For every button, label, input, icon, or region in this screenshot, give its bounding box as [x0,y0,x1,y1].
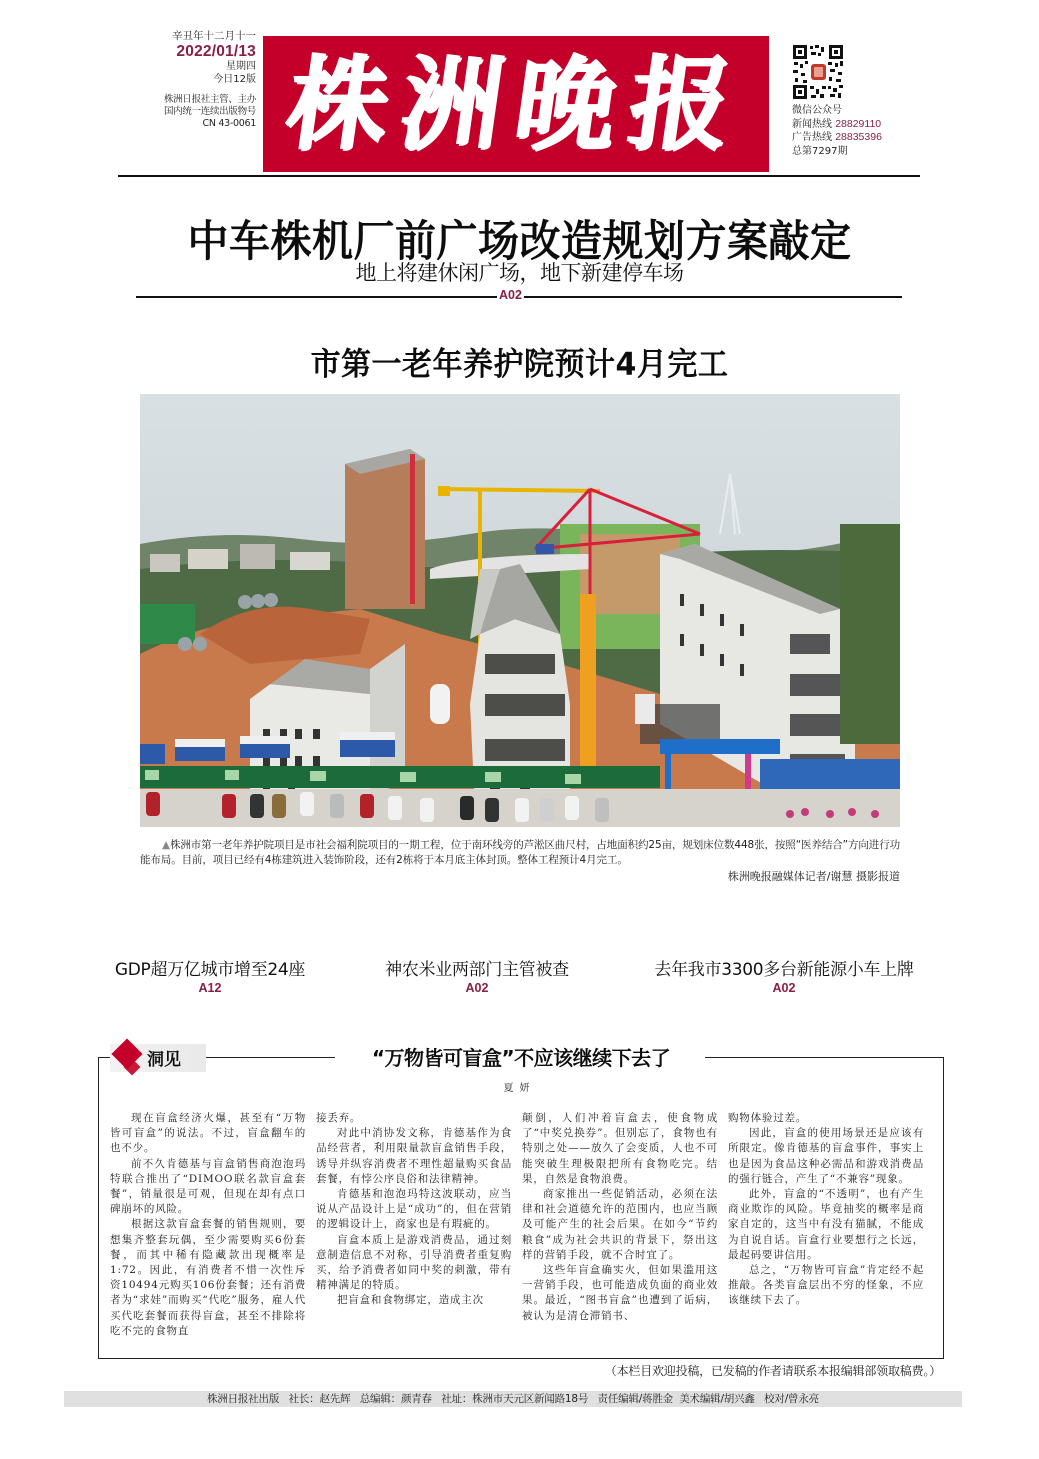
ad-hotline: 广告热线 28835396 [792,131,882,143]
newspaper-logo [263,36,769,172]
issue-date: 2022/01/13 [176,43,256,60]
issue-number: 总第7297期 [792,145,848,157]
cn-number: CN 43-0061 [202,118,256,129]
opinion-author: 夏妍 [503,1083,536,1094]
weekday: 星期四 [226,61,256,72]
submission-note: （本栏目欢迎投稿，已发稿的作者请联系本报编辑部领取稿费。） [604,1364,941,1378]
teaser-item[interactable] [98,955,322,995]
teaser-row [0,955,1039,1005]
teaser-title[interactable]: GDP超万亿城市增至24座 [114,960,306,980]
paragraph: 肯德基和泡泡玛特这波联动，应当说从产品设计上是“成功”的，但在营销的逻辑设计上，商家也是有瑕疵的。 [316,1188,512,1231]
paragraph: 总之，“万物皆可盲盒”肯定经不起推敲。各类盲盒层出不穷的怪象，不应该继续下去了。 [728,1264,924,1307]
construction-site-photo [140,394,900,827]
paragraph: 这些年盲盒确实火，但如果滥用这一营销手段，也可能造成负面的商业效果。最近，“图书盲盒”也遭到了诟病，被认为是清仓滞销书、 [522,1264,718,1322]
paragraph: 接丢弃。 [316,1112,362,1124]
teaser-title[interactable]: 神农米业两部门主管被查 [385,960,569,980]
pages-today: 今日12版 [213,74,256,85]
photo-story-headline[interactable]: 市第一老年养护院预计4月完工 [310,346,729,384]
caption-text: 株洲市第一老年养护院项目是市社会福利院项目的一期工程，位于南环线旁的芦淞区曲尺村，占地面积约25亩，规划床位数448张，按照“医养结合”方向进行功能布局。目前，项目已经有4栋建筑进入装饰阶段，还有2栋将于本月底主体封顶。整体工程预计4月完工。 [140,839,900,866]
masthead-divider [118,175,920,177]
paragraph: 颠倒，人们冲着盲盒去，使食物成了“中奖兑换券”。但别忘了，食物也有特别之处——放久了会变质，人也不可能突破生理极限把所有食物吃完。结果，自然是食物浪费。 [522,1112,718,1185]
triangle-icon: ▲ [162,839,170,851]
masthead-left-info [130,30,256,130]
wechat-label: 微信公众号 [792,105,842,116]
opinion-column-3 [522,1111,718,1324]
teaser-page-ref[interactable]: A12 [198,981,222,995]
column-name: 洞见 [147,1050,181,1070]
news-hotline: 新闻热线 28829110 [792,117,882,130]
lead-page-ref[interactable]: A02 [499,288,522,302]
ad-hotline-number: 28835396 [835,131,882,143]
opinion-column-4 [728,1111,924,1309]
photo-caption [140,838,900,868]
teaser-page-ref[interactable]: A02 [465,981,489,995]
lead-headline[interactable]: 中车株机厂前广场改造规划方案敲定 [187,215,852,267]
publisher-line-2: 国内统一连续出版物号 [163,106,256,117]
lead-subheadline: 地上将建休闲广场，地下新建停车场 [355,261,684,285]
teaser-item[interactable] [636,955,932,995]
paragraph: 此外，盲盒的“不透明”，也有产生商业欺诈的风险。毕竟抽奖的概率是商家自定的，这当中有没有猫腻，不能成为自说自话。盲盒行业要想行之长远，最起码要讲信用。 [728,1188,924,1261]
paragraph: 因此，盲盒的使用场景还是应该有所限定。像肯德基的盲盒事件，事实上也是因为食品这种必需品和游戏消费品的强行链合，产生了“不兼容”现象。 [728,1127,924,1185]
paragraph: 根据这款盲盒套餐的销售规则，要想集齐整套玩偶，至少需要购买6份套餐，而其中稀有隐藏款出现概率是1:72。因此，有消费者不惜一次性斥资10494元购买106份套餐；还有消费者为“求娃”而购买“代吃”服务，雇人代买代吃套餐而获得盲盒，甚至不排除将吃不完的食物直 [110,1218,306,1337]
lunar-date: 辛丑年十二月十一 [172,30,256,42]
paragraph: 盲盒本质上是游戏消费品，通过刻意制造信息不对称，引导消费者重复购买，给予消费者如同中奖的刺激，带有精神满足的特质。 [316,1233,512,1292]
paragraph: 把盲盒和食物绑定，造成主次 [337,1294,484,1307]
paragraph: 购物体验过差。 [728,1112,808,1124]
qr-code-icon[interactable] [792,44,844,100]
masthead-right-info [792,44,912,158]
teaser-item[interactable] [370,955,584,995]
opinion-column-2 [316,1111,512,1309]
paragraph: 现在盲盒经济火爆，甚至有“万物皆可盲盒”的说法。不过，盲盒翻车的也不少。 [110,1112,306,1155]
footer-credits: 株洲日报社出版 社长：赵先辉 总编辑：颜青春 社址：株洲市天元区新闻路18号 责任编辑/蒋胜金 美术编辑/胡兴鑫 校对/曾永亮 [64,1391,962,1407]
opinion-headline[interactable]: “万物皆可盲盒”不应该继续下去了 [371,1046,671,1070]
teaser-title[interactable]: 去年我市3300多台新能源小车上牌 [654,960,914,980]
paragraph: 商家推出一些促销活动，必须在法律和社会道德允许的范围内，也应当顾及可能产生的社会后果。在如今“节约粮食”成为社会共识的背景下，祭出这样的营销手段，就不合时宜了。 [522,1188,718,1261]
photo-credit: 株洲晚报融媒体记者/谢慧 摄影报道 [727,870,900,883]
opinion-column-1 [110,1111,306,1339]
teaser-page-ref[interactable]: A02 [772,981,796,995]
publisher-line-1: 株洲日报社主管、主办 [163,94,256,105]
paragraph: 对此中消协发文称，肯德基作为食品经营者，利用限量款盲盒销售手段，诱导并纵容消费者不理性超量购买食品套餐，有悖公序良俗和法律精神。 [316,1127,512,1185]
news-hotline-number: 28829110 [835,117,882,130]
paragraph: 前不久肯德基与盲盒销售商泡泡玛特联合推出了“DIMOO联名款盲盒套餐”，销量很是可观，但现在却有点口碑崩坏的风险。 [110,1157,306,1216]
logo-text: 株洲晚报 [279,43,753,165]
